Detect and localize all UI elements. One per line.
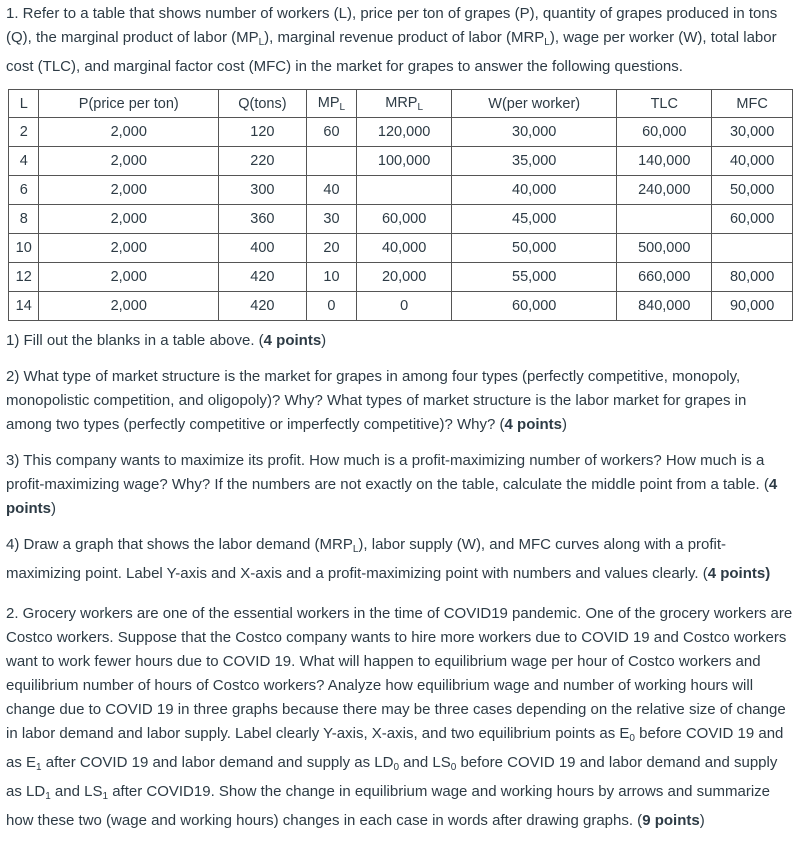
table-header-row bbox=[9, 90, 793, 118]
sub-question-4 bbox=[6, 533, 794, 586]
column-header-label: MFC bbox=[736, 95, 768, 112]
text-segment: ) bbox=[321, 332, 327, 349]
column-header bbox=[306, 90, 356, 118]
table-cell: 35,000 bbox=[452, 147, 617, 176]
table-cell: 660,000 bbox=[617, 263, 712, 292]
table-cell: 2,000 bbox=[39, 205, 219, 234]
text-segment: and LS bbox=[50, 783, 103, 800]
table-cell: 840,000 bbox=[617, 292, 712, 321]
table-cell: 2,000 bbox=[39, 147, 219, 176]
table-cell: 40,000 bbox=[452, 176, 617, 205]
subscript: L bbox=[339, 101, 346, 113]
subscript: 0 bbox=[450, 762, 457, 773]
subscript: L bbox=[352, 544, 359, 555]
blank-cell bbox=[306, 147, 356, 176]
table-cell: 2,000 bbox=[39, 263, 219, 292]
table-cell: 2,000 bbox=[39, 234, 219, 263]
text-segment: 3) This company wants to maximize its profit. How much is a profit-maximizing number of workers? How much is a profit-maximizing wage? Why? If the numbers are not exactly on the table, calculate the middle point from a table. ( bbox=[6, 452, 769, 493]
table-cell: 60 bbox=[306, 118, 356, 147]
subscript: L bbox=[544, 37, 550, 48]
text-segment: after COVID 19 and labor demand and supply as LD bbox=[41, 754, 394, 771]
table-cell: 60,000 bbox=[712, 205, 793, 234]
subscript: 1 bbox=[36, 762, 42, 773]
column-header bbox=[617, 90, 712, 118]
column-header-label: MP bbox=[317, 94, 340, 111]
column-header-label: P(price per ton) bbox=[78, 95, 179, 112]
column-header bbox=[712, 90, 793, 118]
table-cell: 20,000 bbox=[357, 263, 452, 292]
table-cell: 500,000 bbox=[617, 234, 712, 263]
table-cell: 10 bbox=[306, 263, 356, 292]
table-cell: 20 bbox=[306, 234, 356, 263]
subscript: L bbox=[417, 101, 424, 113]
column-header bbox=[39, 90, 219, 118]
text-segment: and LS bbox=[399, 754, 451, 771]
table-row bbox=[9, 147, 793, 176]
table-cell: 40,000 bbox=[357, 234, 452, 263]
column-header-label: W(per worker) bbox=[488, 95, 581, 112]
table-cell: 240,000 bbox=[617, 176, 712, 205]
subscript: 0 bbox=[393, 762, 400, 773]
table-cell: 30,000 bbox=[452, 118, 617, 147]
column-header bbox=[9, 90, 39, 118]
blank-cell bbox=[357, 176, 452, 205]
table-cell: 4 bbox=[9, 147, 39, 176]
blank-cell bbox=[712, 234, 793, 263]
points-label: ) bbox=[765, 565, 771, 582]
table-cell: 0 bbox=[306, 292, 356, 321]
table-cell: 12 bbox=[9, 263, 39, 292]
table-cell: 60,000 bbox=[357, 205, 452, 234]
text-segment: before COVID 19 and labor demand and supply as LD bbox=[6, 754, 778, 800]
table-cell: 50,000 bbox=[712, 176, 793, 205]
text-segment: ), marginal revenue product of labor (MRP bbox=[264, 29, 545, 46]
table-cell: 14 bbox=[9, 292, 39, 321]
text-segment: ) bbox=[562, 416, 568, 433]
table-cell: 360 bbox=[219, 205, 307, 234]
points-label: 4 points bbox=[6, 476, 778, 517]
subscript: 1 bbox=[45, 791, 51, 802]
table-cell: 80,000 bbox=[712, 263, 793, 292]
table-cell: 8 bbox=[9, 205, 39, 234]
column-header-label: L bbox=[19, 95, 28, 112]
text-segment: 2. Grocery workers are one of the essential workers in the time of COVID19 pandemic. One of the grocery workers are Costco workers. Suppose that the Costco company wants to hire more workers due to COVID 19 and Costco workers want to work fewer hours due to COVID 19. What will happen to equilibrium wage per hour of Costco workers and equilibrium number of hours of Costco workers? Analyze how equilibrium wage and number of working hours will change due to COVID 19 in three graphs because there may be three cases depending on the relative size of change in labor demand and labor supply. Label clearly Y-axis, X-axis, and two equilibrium points as E bbox=[6, 605, 793, 742]
table-cell: 60,000 bbox=[452, 292, 617, 321]
column-header bbox=[452, 90, 617, 118]
labor-table bbox=[8, 89, 793, 321]
table-cell: 6 bbox=[9, 176, 39, 205]
subscript: L bbox=[258, 37, 265, 48]
table-cell: 100,000 bbox=[357, 147, 452, 176]
points-label: 9 points bbox=[642, 812, 700, 829]
table-row bbox=[9, 263, 793, 292]
table-cell: 2,000 bbox=[39, 176, 219, 205]
text-segment: 1. Refer to a table that shows number of workers (L), price per ton of grapes (P), quantity of grapes produced in tons (Q), the marginal product of labor (MP bbox=[6, 5, 778, 46]
table-cell: 30 bbox=[306, 205, 356, 234]
text-segment: ), labor supply (W), and MFC curves along with a profit-maximizing point. Label Y-axis and X-axis and a profit-maximizing point with numbers and values clearly. ( bbox=[6, 536, 727, 582]
table-cell: 2,000 bbox=[39, 118, 219, 147]
subscript: 1 bbox=[102, 791, 109, 802]
column-header-label: MRP bbox=[385, 94, 418, 111]
table-cell: 120 bbox=[219, 118, 307, 147]
table-row bbox=[9, 176, 793, 205]
table-cell: 30,000 bbox=[712, 118, 793, 147]
table-cell: 300 bbox=[219, 176, 307, 205]
points-label: 4 points bbox=[263, 332, 322, 349]
table-cell: 2 bbox=[9, 118, 39, 147]
text-segment: ) bbox=[699, 812, 705, 829]
table-cell: 140,000 bbox=[617, 147, 712, 176]
column-header bbox=[219, 90, 307, 118]
table-cell: 420 bbox=[219, 263, 307, 292]
table-cell: 2,000 bbox=[39, 292, 219, 321]
table-row bbox=[9, 118, 793, 147]
column-header bbox=[357, 90, 452, 118]
text-segment: before COVID 19 and as E bbox=[6, 725, 784, 771]
table-cell: 0 bbox=[357, 292, 452, 321]
table-cell: 220 bbox=[219, 147, 307, 176]
text-segment: ) bbox=[51, 500, 56, 517]
points-label: 4 points bbox=[504, 416, 563, 433]
text-segment: after COVID19. Show the change in equilibrium wage and working hours by arrows and summarize how these two (wage and working hours) changes in each case in words after drawing graphs. ( bbox=[6, 783, 771, 829]
table-row bbox=[9, 234, 793, 263]
table-cell: 90,000 bbox=[712, 292, 793, 321]
column-header-label: TLC bbox=[650, 95, 678, 112]
text-segment: 1) Fill out the blanks in a table above. ( bbox=[6, 332, 264, 349]
text-segment: 2) What type of market structure is the market for grapes in among four types (perfectly competitive, monopoly, monopolistic competition, and oligopoly)? Why? What types of market structure is the labor market for grapes in among two types (perfectly competitive or imperfectly competitive)? Why? ( bbox=[6, 368, 747, 433]
question-1-intro bbox=[6, 2, 794, 79]
table-cell: 50,000 bbox=[452, 234, 617, 263]
table-cell: 40 bbox=[306, 176, 356, 205]
table-cell: 45,000 bbox=[452, 205, 617, 234]
question-2 bbox=[6, 602, 794, 833]
subscript: 0 bbox=[629, 733, 635, 744]
sub-question-2 bbox=[6, 365, 794, 437]
table-cell: 60,000 bbox=[617, 118, 712, 147]
blank-cell bbox=[617, 205, 712, 234]
table-row bbox=[9, 292, 793, 321]
column-header-label: Q(tons) bbox=[238, 95, 287, 112]
table-cell: 120,000 bbox=[357, 118, 452, 147]
sub-question-1 bbox=[6, 329, 794, 353]
table-row bbox=[9, 205, 793, 234]
points-label: 4 points bbox=[707, 565, 766, 582]
text-segment: ), wage per worker (W), total labor cost (TLC), and marginal factor cost (MFC) in the market for grapes to answer the following questions. bbox=[6, 29, 777, 75]
table-cell: 400 bbox=[219, 234, 307, 263]
sub-question-3 bbox=[6, 449, 794, 521]
table-cell: 55,000 bbox=[452, 263, 617, 292]
table-cell: 40,000 bbox=[712, 147, 793, 176]
table-cell: 10 bbox=[9, 234, 39, 263]
table-cell: 420 bbox=[219, 292, 307, 321]
text-segment: 4) Draw a graph that shows the labor demand (MRP bbox=[6, 536, 353, 553]
